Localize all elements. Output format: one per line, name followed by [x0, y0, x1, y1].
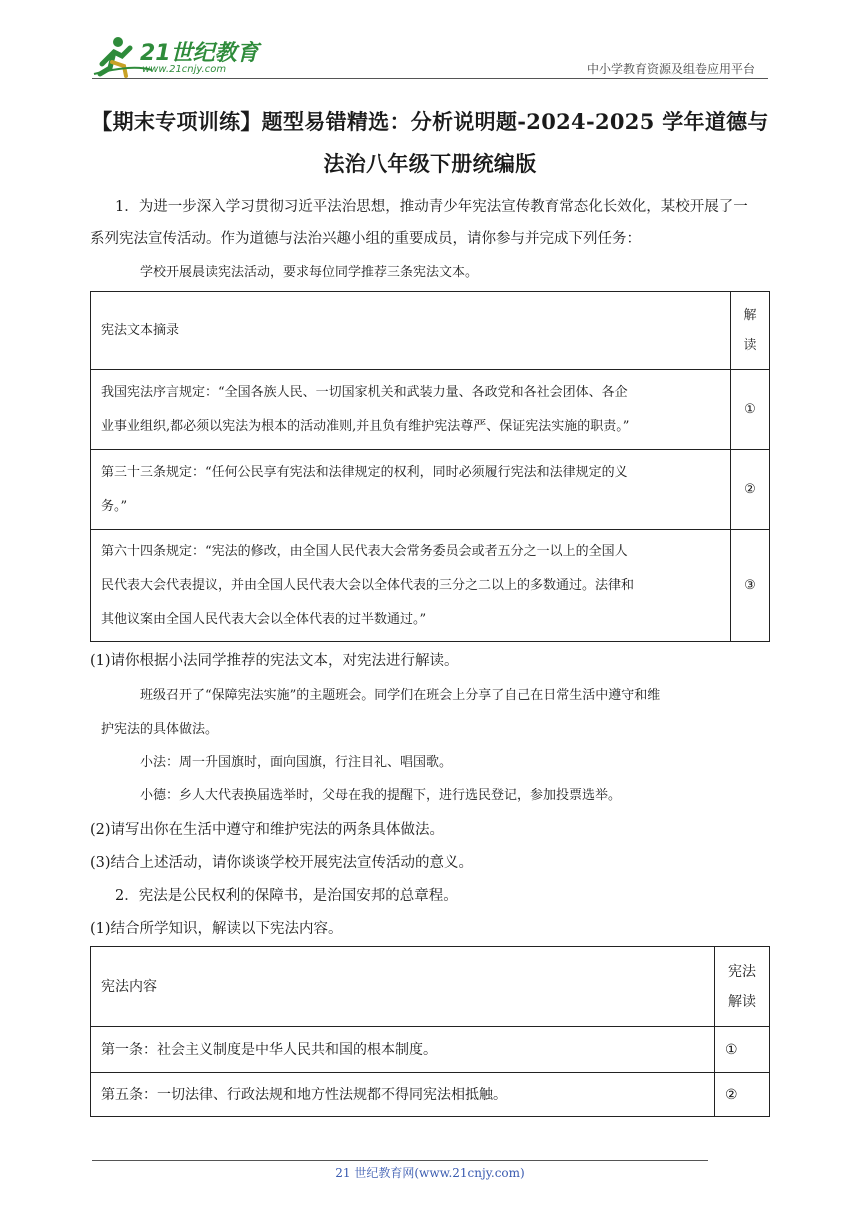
answer-mark: ② — [715, 1073, 770, 1117]
q2-sub1: (1)结合所学知识，解读以下宪法内容。 — [90, 921, 343, 937]
logo-text: 21世纪教育 — [140, 41, 259, 66]
answer-mark: ① — [715, 1027, 770, 1073]
table-header-row — [91, 947, 770, 1027]
table-cell-text: 第一条：社会主义制度是中华人民共和国的根本制度。 — [91, 1027, 715, 1073]
header-divider — [92, 78, 768, 79]
table-row — [91, 1027, 770, 1073]
q1-meeting-line2: 护宪法的具体做法。 — [101, 722, 219, 737]
table-cell-text: 我国宪法序言规定：“全国各族人民、一切国家机关和武装力量、各政党和各社会团体、各企 业事业组织,都必须以宪法为根本的活动准则,并且负有维护宪法尊严、保证宪法实施的职责。” — [91, 370, 731, 450]
footer-divider — [92, 1160, 708, 1161]
table-row — [91, 450, 770, 530]
q2-intro: 2．宪法是公民权利的保障书，是治国安邦的总章程。 — [115, 888, 458, 904]
table-header-row — [91, 292, 770, 370]
logo-url: www.21cnjy.com — [142, 64, 227, 75]
table-row — [91, 370, 770, 450]
q1-intro-line2: 系列宪法宣传活动。作为道德与法治兴趣小组的重要成员，请你参与并完成下列任务： — [90, 231, 641, 247]
header-platform-text: 中小学教育资源及组卷应用平台 — [586, 62, 755, 76]
q1-xiaofa: 小法：周一升国旗时，面向国旗，行注目礼、唱国歌。 — [140, 755, 453, 770]
table-header-cell: 宪法内容 — [91, 947, 715, 1027]
q1-sub1: (1)请你根据小法同学推荐的宪法文本，对宪法进行解读。 — [90, 653, 459, 669]
answer-mark: ② — [731, 450, 770, 530]
q1-meeting-line1: 班级召开了“保障宪法实施”的主题班会。同学们在班会上分享了自己在日常生活中遵守和维 — [140, 688, 661, 703]
answer-mark: ③ — [731, 530, 770, 642]
table-cell-text: 第六十四条规定：“宪法的修改，由全国人民代表大会常务委员会或者五分之一以上的全国人 民代表大会代表提议，并由全国人民代表大会以全体代表的三分之二以上的多数通过。法律和 其他议案由全国人民代表大会以全体代表的过半数通过。” — [91, 530, 731, 642]
q1-sub3: (3)结合上述活动，请你谈谈学校开展宪法宣传活动的意义。 — [90, 855, 474, 871]
table-header-cell: 宪法文本摘录 — [91, 292, 731, 370]
q1-activity: 学校开展晨读宪法活动，要求每位同学推荐三条宪法文本。 — [140, 265, 479, 280]
table-header-interpret: 宪法 解读 — [715, 947, 770, 1027]
table-row — [91, 1073, 770, 1117]
q1-intro-line1: 1．为进一步深入学习贯彻习近平法治思想，推动青少年宪法宣传教育常态化长效化，某校开展了一 — [115, 199, 748, 215]
site-logo — [92, 34, 262, 80]
table-header-interpret: 解 读 — [731, 292, 770, 370]
table-cell-text: 第五条：一切法律、行政法规和地方性法规都不得同宪法相抵触。 — [91, 1073, 715, 1117]
q2-constitution-table — [90, 946, 770, 1117]
q1-constitution-table — [90, 291, 770, 642]
q1-sub2: (2)请写出你在生活中遵守和维护宪法的两条具体做法。 — [90, 822, 445, 838]
table-cell-text: 第三十三条规定：“任何公民享有宪法和法律规定的权利，同时必须履行宪法和法律规定的义 务。” — [91, 450, 731, 530]
table-row — [91, 530, 770, 642]
page-title-line1: 【期末专项训练】题型易错精选：分析说明题-2024-2025 学年道德与 — [91, 109, 769, 134]
q1-xiaode: 小德：乡人大代表换届选举时，父母在我的提醒下，进行选民登记，参加投票选举。 — [140, 788, 622, 803]
page-title-line2: 法治八年级下册统编版 — [323, 151, 537, 176]
footer-link[interactable]: 21 世纪教育网(www.21cnjy.com) — [335, 1166, 525, 1180]
answer-mark: ① — [731, 370, 770, 450]
